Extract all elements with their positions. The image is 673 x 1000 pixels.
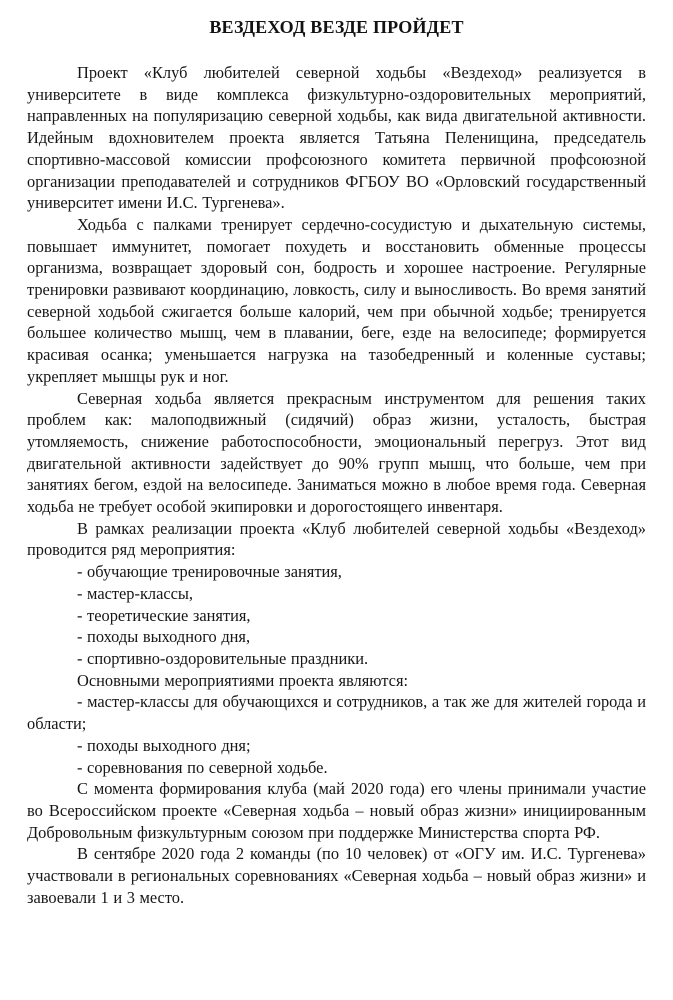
list-item-competitions: - соревнования по северной ходьбе.: [77, 757, 328, 777]
paragraph-health-benefits: Ходьба с палками тренирует сердечно-сосудистую и дыхательную системы, повышает иммунитет, помогает похудеть и восстановить обменные процессы организма, возвращает здоровый сон, бодрость и хорошее настроение. Регулярные тренировки развивают координацию, ловкость, силу и выносливость. Во время занятий северной ходьбой сжигается больше калорий, чем при обычной ходьбе; тренируется большее количество мышц, чем в плавании, беге, езде на велосипеде; формируется красивая осанка; уменьшается нагрузка на тазобедренный и коленные суставы; укрепляет мышцы рук и ног.: [27, 214, 646, 386]
paragraph-project-intro: Проект «Клуб любителей северной ходьбы «Вездеход» реализуется в университете в виде комплекса физкультурно-оздоровительных мероприятий, направленных на популяризацию северной ходьбы, как вида двигательной активности. Идейным вдохновителем проекта является Татьяна Пеленищина, председатель спортивно-массовой комиссии профсоюзного комитета первичной профсоюзной организации преподавателей и сотрудников ФГБОУ ВО «Орловский государственный университет имени И.С. Тургенева».: [27, 63, 646, 213]
list-item-theory-classes: - теоретические занятия,: [77, 605, 251, 625]
list-item-masterclasses-residents: - мастер-классы для обучающихся и сотрудников, а так же для жителей города и области;: [27, 692, 646, 734]
list-item-masterclasses: - мастер-классы,: [77, 583, 194, 603]
list-item-sport-festivals: - спортивно-оздоровительные праздники.: [77, 648, 369, 668]
paragraph-events-intro: В рамках реализации проекта «Клуб любителей северной ходьбы «Вездеход» проводится ряд мероприятия:: [27, 518, 646, 560]
paragraph-main-events-intro: Основными мероприятиями проекта являются:: [77, 670, 409, 690]
list-item-training-sessions: - обучающие тренировочные занятия,: [77, 562, 342, 582]
paragraph-club-history: С момента формирования клуба (май 2020 года) его члены принимали участие во Всероссийском проекте «Северная ходьба – новый образ жизни» инициированным Добровольным физкультурным союзом при поддержке Министерства спорта РФ.: [27, 779, 646, 842]
paragraph-problems-solved: Северная ходьба является прекрасным инструментом для решения таких проблем как: малоподвижный (сидячий) образ жизни, усталость, быстрая утомляемость, снижение работоспособности, эмоциональный перегруз. Этот вид двигательной активности задействует до 90% групп мышц, что больше, чем при занятиях бегом, ездой на велосипеде. Заниматься можно в любое время года. Северная ходьба не требует особой экипировки и дорогостоящего инвентаря.: [27, 388, 646, 517]
document-title: ВЕЗДЕХОД ВЕЗДЕ ПРОЙДЕТ: [209, 17, 464, 37]
list-item-weekend-hikes-main: - походы выходного дня;: [77, 735, 251, 755]
paragraph-september-2020-results: В сентябре 2020 года 2 команды (по 10 человек) от «ОГУ им. И.С. Тургенева» участвовали в региональных соревнованиях «Северная ходьба – новый образ жизни» и завоевали 1 и 3 место.: [27, 844, 646, 907]
list-item-weekend-hikes: - походы выходного дня,: [77, 627, 251, 647]
